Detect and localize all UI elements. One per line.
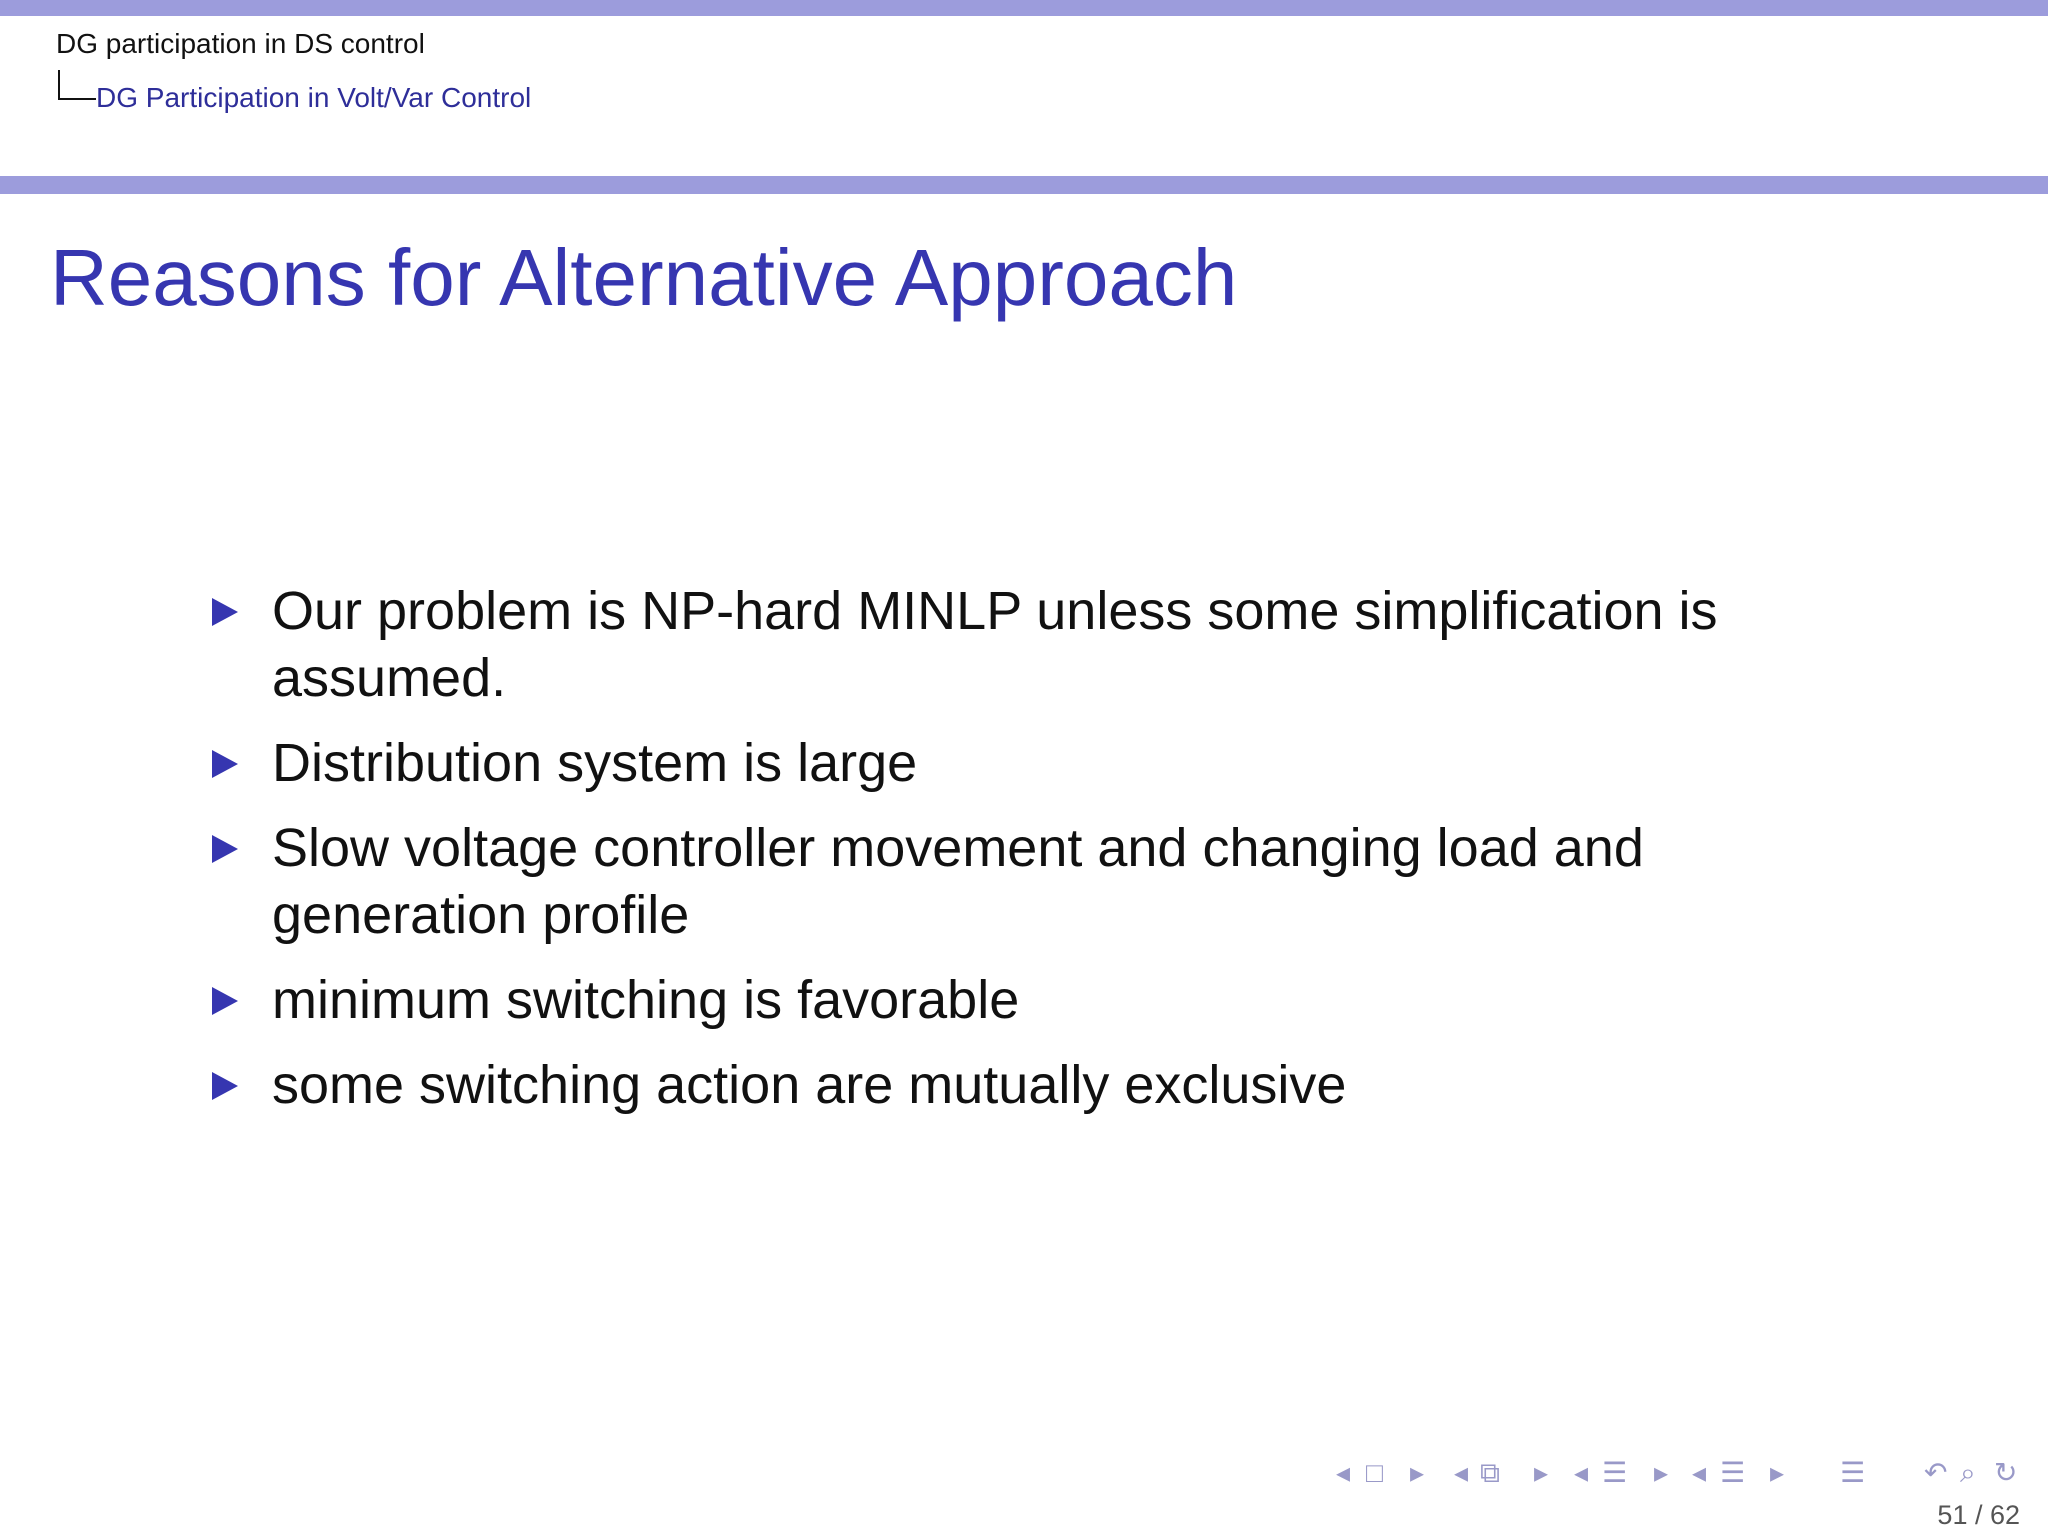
next-subsection-icon[interactable]: ▸ xyxy=(1534,1457,1549,1488)
triangle-bullet-icon xyxy=(212,1072,238,1100)
subsection-icon[interactable]: ⧉ xyxy=(1480,1457,1500,1488)
bullet-text: some switching action are mutually exclusive xyxy=(272,1055,1347,1115)
section-icon[interactable]: ☰ xyxy=(1602,1457,1628,1488)
bullet-text: Distribution system is large xyxy=(272,733,918,793)
header-top-bar xyxy=(0,0,2048,16)
breadcrumb-subsection: DG Participation in Volt/Var Control xyxy=(96,82,532,113)
beamer-navigation-bar xyxy=(1330,1455,2030,1491)
page-number: 51 / 62 xyxy=(1937,1500,2020,1530)
triangle-bullet-icon xyxy=(212,987,238,1015)
bullet-item xyxy=(210,1052,1850,1119)
slide-title: Reasons for Alternative Approach xyxy=(50,233,1238,322)
header-separator-bar xyxy=(0,176,2048,194)
frame-icon[interactable]: □ xyxy=(1366,1457,1383,1488)
document-section-icon[interactable]: ☰ xyxy=(1720,1457,1746,1488)
bullet-item xyxy=(210,730,1850,797)
search-icon[interactable]: ⌕ xyxy=(1960,1457,1976,1488)
triangle-bullet-icon xyxy=(212,750,238,778)
undo-icon[interactable]: ↶ xyxy=(1924,1457,1948,1488)
prev-section-icon[interactable]: ◂ xyxy=(1574,1457,1589,1488)
prev-frame-icon[interactable]: ◂ xyxy=(1336,1457,1351,1488)
bullet-item xyxy=(210,815,1850,949)
triangle-bullet-icon xyxy=(212,835,238,863)
prev-subsection-icon[interactable]: ◂ xyxy=(1454,1457,1469,1488)
triangle-bullet-icon xyxy=(212,598,238,626)
bullet-text: minimum switching is favorable xyxy=(272,970,1020,1030)
bullet-item xyxy=(210,967,1850,1034)
bullet-text: Slow voltage controller movement and changing load and generation profile xyxy=(272,818,1644,945)
next-document-icon[interactable]: ▸ xyxy=(1770,1457,1785,1488)
tree-connector-icon xyxy=(58,70,96,100)
breadcrumb-section: DG participation in DS control xyxy=(56,28,425,59)
next-section-icon[interactable]: ▸ xyxy=(1654,1457,1669,1488)
align-icon[interactable]: ☰ xyxy=(1840,1457,1866,1488)
bullet-text: Our problem is NP-hard MINLP unless some simplification is assumed. xyxy=(272,581,1718,708)
bullet-item xyxy=(210,578,1850,712)
bullet-list xyxy=(210,578,1850,1137)
prev-document-icon[interactable]: ◂ xyxy=(1692,1457,1707,1488)
redo-icon[interactable]: ↻ xyxy=(1994,1457,2018,1488)
next-frame-icon[interactable]: ▸ xyxy=(1410,1457,1425,1488)
